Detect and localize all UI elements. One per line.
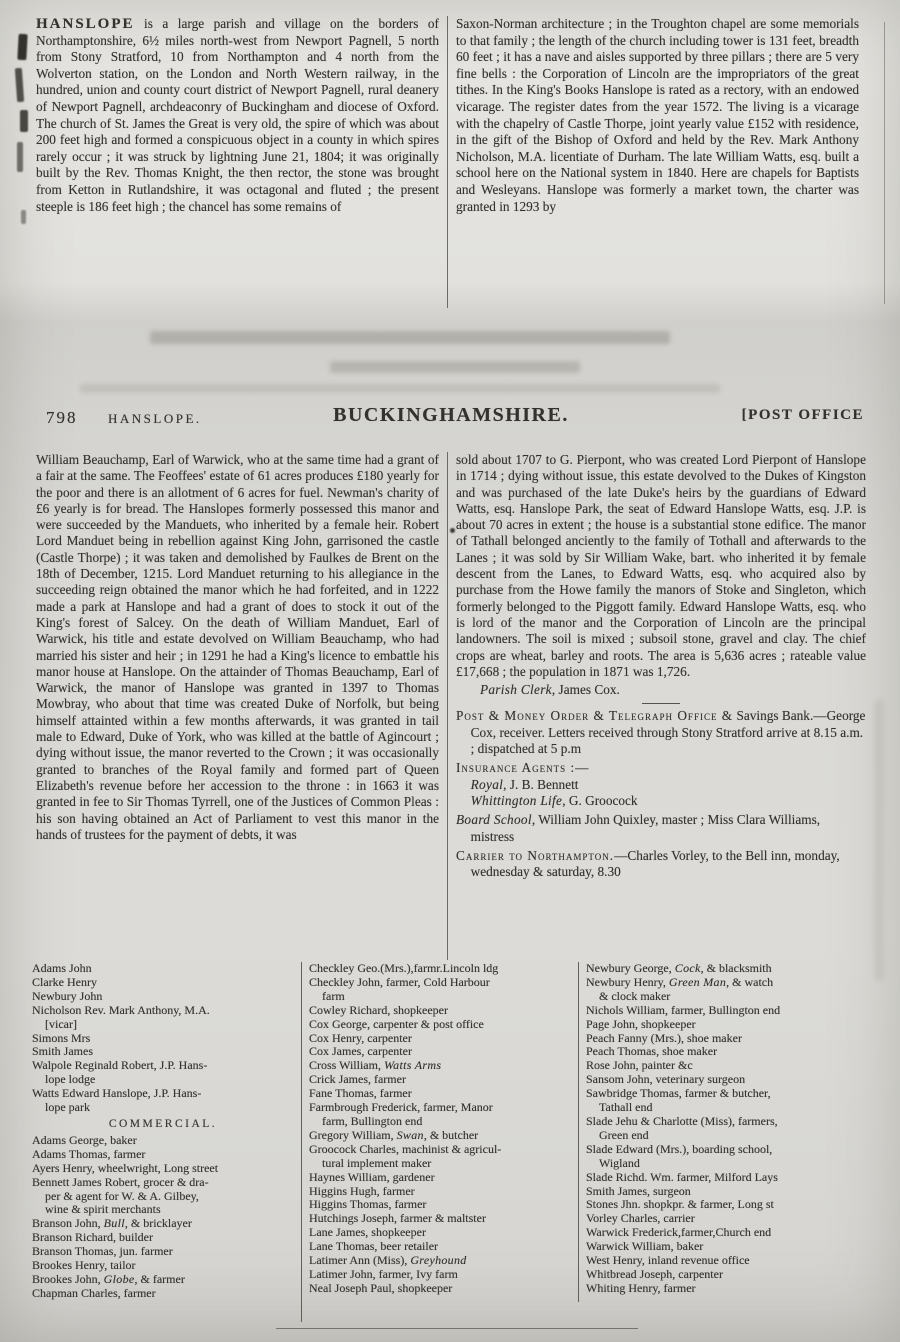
top-left-paragraph bbox=[36, 16, 439, 215]
directory-entry: Groocock Charles, machinist & agricul- tural implement maker bbox=[309, 1141, 502, 1170]
directory-entry: Newbury John bbox=[32, 988, 103, 1003]
directory-entry: Whitbread Joseph, carpenter bbox=[586, 1266, 723, 1281]
ink-mark bbox=[17, 34, 27, 60]
bleed-through-ghost bbox=[80, 384, 720, 393]
ink-mark bbox=[20, 110, 28, 132]
directory-entry: Vorley Charles, carrier bbox=[586, 1211, 695, 1226]
directory-entry: Brookes Henry, tailor bbox=[32, 1258, 136, 1273]
column-divider bbox=[447, 16, 448, 308]
ink-mark bbox=[21, 210, 26, 224]
directory-entry: Warwick Frederick,farmer,Church end bbox=[586, 1225, 772, 1240]
directory-entry: West Henry, inland revenue office bbox=[586, 1253, 750, 1268]
directory-column-2 bbox=[309, 962, 571, 1338]
directory-entry: Cowley Richard, shopkeeper bbox=[309, 1002, 448, 1017]
insurance-agents-label: Insurance Agents :— bbox=[456, 760, 590, 776]
carrier-line bbox=[456, 848, 866, 881]
directory-entry: Checkley Geo.(Mrs.),farmr.Lincoln ldg bbox=[309, 962, 499, 975]
directory-entry: Cox Henry, carpenter bbox=[309, 1030, 412, 1045]
directory-column-1 bbox=[32, 962, 294, 1338]
page-number: 798 bbox=[46, 408, 78, 427]
directory-entry: Hutchings Joseph, farmer & maltster bbox=[309, 1211, 486, 1226]
directory-column-3 bbox=[586, 962, 864, 1338]
commercial-list bbox=[32, 1134, 294, 1301]
directory-entry: Farmbrough Frederick, farmer, Manor farm, Bullington end bbox=[309, 1100, 493, 1128]
directory-entry: Brookes John, Globe, & farmer bbox=[32, 1271, 185, 1286]
directory-entry: Checkley John, farmer, Cold Harbour farm bbox=[309, 974, 490, 1003]
post-office-heading: Post & Money Order & Telegraph Office & bbox=[456, 708, 734, 724]
bleed-through-ghost bbox=[150, 331, 670, 344]
bleed-through-ghost bbox=[874, 700, 884, 980]
directory-entry: Whiting Henry, farmer bbox=[586, 1280, 696, 1295]
directory-entry: Peach Fanny (Mrs.), shoe maker bbox=[586, 1030, 742, 1045]
column-divider bbox=[578, 962, 579, 1302]
directory-entry: Ayers Henry, wheelwright, Long street bbox=[32, 1160, 219, 1175]
post-office-paragraph bbox=[456, 708, 866, 757]
directory-entry: Lane James, shopkeeper bbox=[309, 1225, 426, 1240]
directory-entry: Cox James, carpenter bbox=[309, 1044, 412, 1059]
board-school-line: Board School, William John Quixley, master ; Miss Clara Williams, mistress bbox=[456, 812, 821, 844]
directory-entry: Cross William, Watts Arms bbox=[309, 1058, 442, 1073]
place-name: HANSLOPE. bbox=[108, 411, 202, 426]
directory-entry: Sawbridge Thomas, farmer & butcher, Tathall end bbox=[586, 1086, 771, 1115]
directory-entry: Smith James bbox=[32, 1044, 94, 1059]
directory-entry: Branson Richard, builder bbox=[32, 1230, 153, 1245]
directory-entry: Nichols William, farmer, Bullington end bbox=[586, 1002, 781, 1017]
directory-entry: Branson Thomas, jun. farmer bbox=[32, 1244, 173, 1259]
directory-entry: Branson John, Bull, & bricklayer bbox=[32, 1216, 192, 1231]
directory-entry: Adams Thomas, farmer bbox=[32, 1146, 146, 1161]
main-left-paragraph: William Beauchamp, Earl of Warwick, who at the same time had a grant of a fair at the same. The Feoffees' estate of 61 acres produces £180 yearly for the poor and there is an allotment of 6 acres for fuel. Newman's charity of £6 yearly is for bread. The Hanslopes formerly possessed this manor and were succeeded by the Manduets, who inherited by a female heir. Robert Lord Manduet being in rebellion against King John, garrisoned the castle (Castle Thorpe) ; it was taken and demolished by Faulkes de Brent on the 18th of December, 1215. Lord Manduet returning to his allegiance in the succeeding reign obtained the manor which he had forfeited, and in 1222 made a park at Hanslope and had a grant of does to stock it out of the King's forest of Salcey. On the death of William Manduet, Earl of Warwick, his title and estate devolved on William Beauchamp, who had married his sister and heir ; in 1291 he had a King's licence to embattle his manor house at Hanslope. On the attainder of Thomas Beauchamp, Earl of Warwick, the manor of Hanslope was granted in 1397 to Thomas Mowbray, who about that time was created Duke of Norfolk, but being himself attainted within a few months afterwards, it was granted in tail male to Edward, Duke of York, who was killed at the battle of Agincourt ; dying without issue, the manor reverted to the Crown ; it was occasionally granted to branches of the Royal family and formed part of Queen Elizabeth's revenue before her accession to the throne : in 1663 it was granted in fee to Sir Thomas Tyrrell, one of the Justices of Common Pleas : his son having obtained an Act of Parliament to vest this manor in the hands of trustees for the payment of debts, it was bbox=[36, 452, 439, 842]
page-bottom-rule bbox=[276, 1328, 638, 1329]
private-residents-list bbox=[32, 962, 294, 1115]
insurance-agent-royal: Royal, J. B. Bennett bbox=[470, 776, 579, 792]
directory-entry: Higgins Thomas, farmer bbox=[309, 1197, 427, 1212]
post-office-text: Savings Bank.—George Cox, receiver. Letters received through Stony Stratford arrive at 8.15 a.m. ; dispatched at 5 p.m bbox=[470, 708, 866, 757]
insurance-agents-heading bbox=[456, 760, 866, 776]
directory-entry: Gregory William, Swan, & butcher bbox=[309, 1127, 479, 1142]
top-left-column bbox=[36, 16, 439, 308]
directory-entry: Smith James, surgeon bbox=[586, 1183, 691, 1198]
directory-entry: Nicholson Rev. Mark Anthony, M.A. [vicar] bbox=[32, 1002, 210, 1031]
directory-entry: Walpole Reginald Robert, J.P. Hans- lope lodge bbox=[32, 1058, 208, 1087]
county-title: BUCKINGHAMSHIRE. bbox=[333, 404, 569, 426]
directory-entry: Cox George, carpenter & post office bbox=[309, 1016, 484, 1031]
main-right-paragraph: sold about 1707 to G. Pierpont, who was created Lord Pierpont of Hanslope in 1714 ; dying without issue, this estate devolved to the Dukes of Kingston and was purchased of the late Duke's heirs by the guardians of Edward Watts, esq. Hanslope Park, the seat of Edward Hanslope Watts, esq. J.P. is about 70 acres in extent ; the house is a substantial stone edifice. The manor of Tathall belonged anciently to the family of Tothall and afterwards to the Lanes ; it was sold by Sir William Wake, bart. who inherited it by female descent from the Lanes, to Edward Watts, esq. who acquired also by purchase from the Howe family the manors of Stoke and Singleton, which formerly belonged to the Piggott family. Edward Hanslope Watts, esq. who is lord of the manor and the Corporation of Lincoln are the principal landowners. The soil is mixed ; subsoil stone, gravel and clay. The chief crops are wheat, barley and roots. The area is 5,636 acres ; rateable value £17,668 ; the population in 1871 was 1,726. bbox=[456, 452, 866, 679]
ink-mark bbox=[15, 68, 24, 102]
directory-entry: Clarke Henry bbox=[32, 974, 97, 989]
directory-entry: Latimer John, farmer, Ivy farm bbox=[309, 1266, 458, 1281]
directory-entry: Newbury George, Cock, & blacksmith bbox=[586, 962, 772, 975]
column-divider bbox=[447, 452, 448, 960]
directory-entry: Crick James, farmer bbox=[309, 1072, 406, 1087]
directory-listing bbox=[32, 962, 870, 1338]
bleed-through-ghost bbox=[330, 361, 580, 373]
directory-entry: Slade Jehu & Charlotte (Miss), farmers, Green end bbox=[586, 1113, 778, 1142]
main-right-column bbox=[456, 452, 866, 960]
directory-entry: Rose John, painter &c bbox=[586, 1058, 693, 1073]
directory-entry: Sansom John, veterinary surgeon bbox=[586, 1072, 746, 1087]
top-right-column bbox=[456, 16, 859, 308]
carrier-text: —Charles Vorley, to the Bell inn, monday, wednesday & saturday, 8.30 bbox=[470, 847, 840, 880]
main-body bbox=[36, 452, 866, 960]
directory-entry: Haynes William, gardener bbox=[309, 1169, 435, 1184]
directory-entry: Slade Richd. Wm. farmer, Milford Lays bbox=[586, 1169, 778, 1184]
page-edge-rule bbox=[884, 22, 885, 304]
directory-entry: Stones Jhn. shopkpr. & farmer, Long st bbox=[586, 1197, 774, 1212]
directory-entry: Adams John bbox=[32, 962, 92, 975]
commercial-heading: COMMERCIAL. bbox=[108, 1117, 218, 1130]
previous-page-text bbox=[36, 16, 866, 308]
directory-entry: Warwick William, baker bbox=[586, 1239, 704, 1254]
directory-entry: Newbury Henry, Green Man, & watch & clock maker bbox=[586, 974, 774, 1003]
directory-entry: Peach Thomas, shoe maker bbox=[586, 1044, 718, 1059]
directory-name: [POST OFFICE bbox=[741, 407, 864, 423]
parish-clerk-line: Parish Clerk, James Cox. bbox=[479, 682, 620, 698]
directory-entry: Simons Mrs bbox=[32, 1030, 91, 1045]
directory-entry: Neal Joseph Paul, shopkeeper bbox=[309, 1280, 453, 1295]
directory-entry: Bennett James Robert, grocer & dra- per & agent for W. & A. Gilbey, wine & spirit merchants bbox=[32, 1174, 209, 1217]
parish-name-lead: HANSLOPE bbox=[36, 16, 135, 32]
directory-entry: Page John, shopkeeper bbox=[586, 1016, 696, 1031]
main-left-column bbox=[36, 452, 439, 960]
running-header bbox=[36, 404, 866, 434]
directory-entry: Slade Edward (Mrs.), boarding school, Wigland bbox=[586, 1141, 773, 1170]
column-divider bbox=[301, 962, 302, 1322]
insurance-agent-whittington: Whittington Life, G. Groocock bbox=[470, 792, 638, 808]
top-right-paragraph: Saxon-Norman architecture ; in the Troughton chapel are some memorials to that family ; the length of the church including tower is 131 feet, breadth 60 feet ; it has a nave and aisles supported by three pillars ; there are 5 very fine bells : the Corporation of Lincoln are the impropriators of the great tithes. In the King's Books Hanslope is rated as a rectory, with an endowed vicarage. The register dates from the year 1572. The living is a vicarage with the chapelry of Castle Thorpe, joint yearly value £152 with residence, in the gift of the Bishop of Oxford and held by the Rev. Mark Anthony Nicholson, M.A. licentiate of Durham. The late William Watts, esq. built a school here on the National system in 1840. Here are chapels for Baptists and Wesleyans. Hanslope was formerly a market town, the charter was granted in 1293 by bbox=[456, 16, 859, 214]
directory-entry: Latimer Ann (Miss), Greyhound bbox=[309, 1253, 467, 1268]
directory-entry: Fane Thomas, farmer bbox=[309, 1086, 412, 1101]
section-rule bbox=[642, 703, 680, 704]
directory-entry: Higgins Hugh, farmer bbox=[309, 1183, 415, 1198]
carrier-heading: Carrier to Northampton. bbox=[456, 847, 615, 863]
directory-entry: Watts Edward Hanslope, J.P. Hans- lope park bbox=[32, 1086, 202, 1115]
directory-entry: Chapman Charles, farmer bbox=[32, 1285, 156, 1300]
directory-entry: Adams George, baker bbox=[32, 1132, 137, 1147]
ink-mark bbox=[17, 142, 23, 172]
top-left-text: is a large parish and village on the borders of Northamptonshire, 6½ miles north-west from Newport Pagnell, 5 north from Stony Stratford, 10 from Northampton and 4 north from the Wolverton station, on the London and North Western railway, in the hundred, union and county court district of Newport Pagnell, rural deanery of Newport Pagnell, archdeaconry of Buckingham and diocese of Oxford. The church of St. James the Great is very old, the spire of which was about 200 feet high and formed a conspicuous object in a county in which spires rarely occur ; it was struck by lightning June 21, 1804; it was originally built by the Rev. Thomas Knight, the then rector, the stone was brought from Ketton in Rutlandshire, it was octagonal and fluted ; the present steeple is 186 feet high ; the chancel has some remains of bbox=[36, 16, 439, 214]
directory-entry: Lane Thomas, beer retailer bbox=[309, 1239, 439, 1254]
